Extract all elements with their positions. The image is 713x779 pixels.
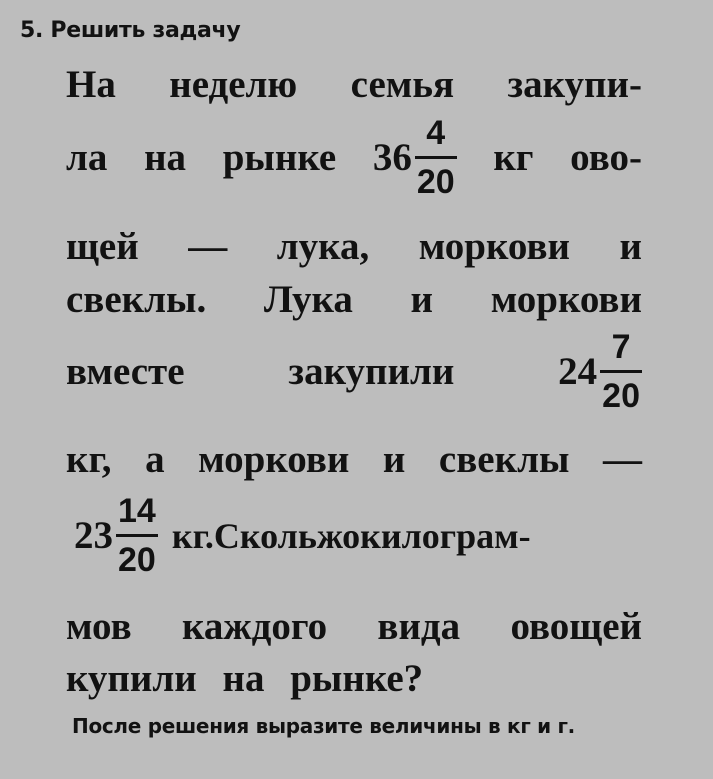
- word: рынке?: [290, 657, 424, 700]
- word: кг: [493, 136, 534, 179]
- mixed-number-24-7-20: [558, 330, 642, 413]
- problem-line-6: [66, 437, 642, 482]
- word: мов: [66, 605, 132, 648]
- word: моркови: [418, 225, 570, 268]
- word: каждого: [181, 605, 328, 648]
- mixed-number-36-4-20: [373, 116, 457, 199]
- fraction-denominator: 20: [416, 163, 455, 201]
- word: вида: [377, 605, 461, 648]
- word: кг,: [66, 438, 112, 481]
- word: —: [188, 225, 228, 268]
- fraction-whole: 23: [74, 514, 113, 557]
- word: щей: [66, 225, 139, 268]
- mixed-number-23-14-20: [74, 494, 158, 577]
- fraction-denominator: 20: [602, 377, 640, 415]
- word: свеклы: [438, 438, 570, 481]
- word: неделю: [169, 63, 298, 106]
- fraction: [116, 494, 158, 577]
- word: свеклы.: [66, 278, 207, 321]
- fraction-numerator: 14: [118, 492, 156, 530]
- word: рынке: [222, 136, 337, 179]
- problem-line-9: [66, 656, 423, 701]
- problem-line-3: [66, 224, 642, 269]
- word: —: [602, 438, 642, 481]
- word: На: [66, 63, 116, 106]
- word: купили: [66, 657, 197, 700]
- problem-line-8: [66, 604, 642, 649]
- fraction-whole: 36: [372, 136, 412, 179]
- word: и: [619, 225, 642, 268]
- fraction: [600, 330, 642, 413]
- fraction-whole: 24: [558, 350, 598, 393]
- problem-line-4: [66, 277, 642, 322]
- word: а: [145, 438, 165, 481]
- word: лука,: [276, 225, 370, 268]
- word: моркови: [198, 438, 350, 481]
- problem-line-1: [66, 62, 642, 107]
- word: закупи-: [507, 63, 642, 106]
- word: семья: [350, 63, 455, 106]
- task-footer: После решения выразите величины в кг и г.: [72, 714, 575, 738]
- problem-line-5: [66, 330, 642, 413]
- fraction-numerator: 7: [611, 328, 631, 366]
- word: вместе: [66, 350, 185, 393]
- word: моркови: [490, 278, 642, 321]
- task-header: 5. Решить задачу: [20, 18, 241, 43]
- word: овощей: [510, 605, 642, 648]
- word: на: [222, 657, 265, 700]
- word: Лука: [263, 278, 353, 321]
- word: кг.Скольжокилограм-: [171, 515, 531, 556]
- word: ово-: [570, 136, 642, 179]
- problem-line-2: [66, 116, 642, 199]
- fraction-numerator: 4: [426, 114, 446, 152]
- word: ла: [66, 136, 108, 179]
- fraction-denominator: 20: [118, 541, 156, 579]
- word: на: [144, 136, 187, 179]
- fraction: [415, 116, 457, 199]
- word: закупили: [288, 350, 455, 393]
- word: и: [382, 438, 406, 481]
- problem-line-7: [74, 494, 644, 577]
- word: и: [410, 278, 434, 321]
